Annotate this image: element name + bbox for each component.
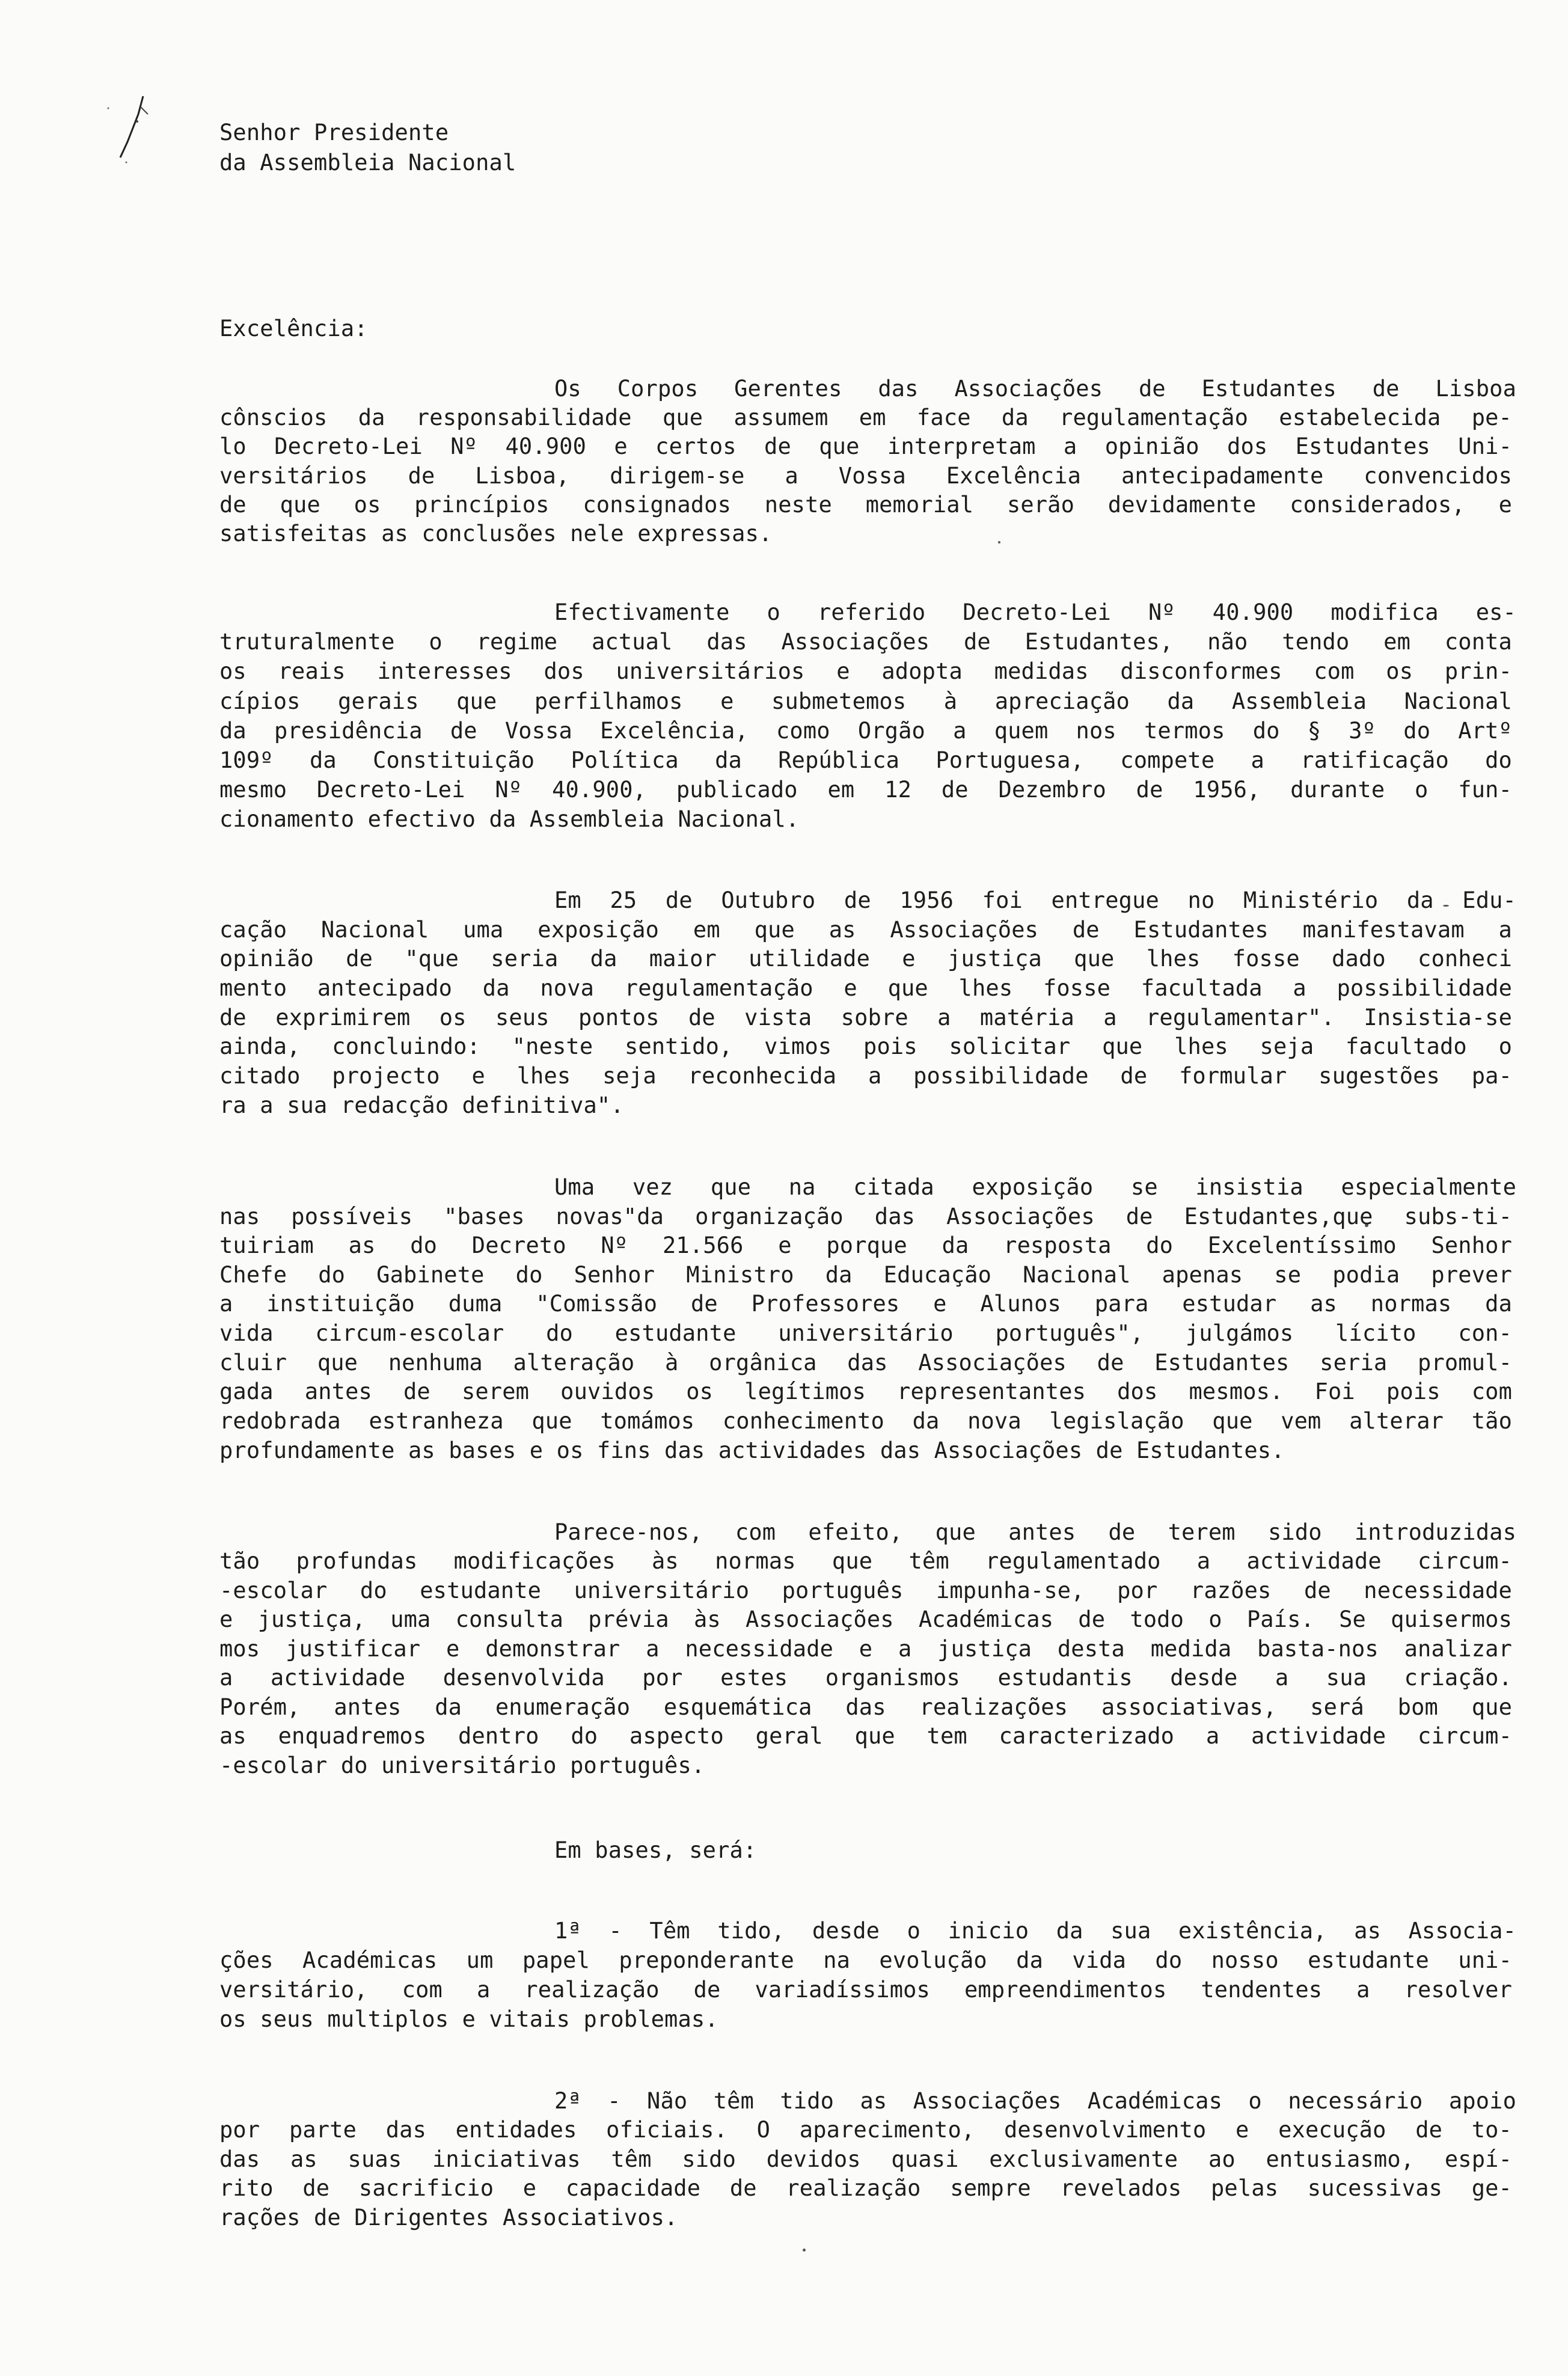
text-line: mento antecipado da nova regulamentação e que lhes fosse facultada a possibilidade — [219, 975, 1512, 1001]
text-line: e justiça, uma consulta prévia às Associações Académicas de todo o País. Se quisermos — [219, 1606, 1512, 1632]
text-line: os seus multiplos e vitais problemas. — [219, 2006, 718, 2032]
text-line: de que os princípios consignados neste memorial serão devidamente considerados, e — [219, 492, 1512, 518]
text-line: a instituição duma "Comissão de Professores e Alunos para estudar as normas da — [219, 1291, 1512, 1317]
text-line: de exprimirem os seus pontos de vista sobre a matéria a regulamentar". Insistia-se — [219, 1005, 1512, 1030]
text-line: da presidência de Vossa Excelência, como Orgão a quem nos termos do § 3º do Artº — [219, 718, 1512, 744]
list-intro: Em bases, será: — [554, 1837, 757, 1863]
text-line: mos justificar e demonstrar a necessidade e a justiça desta medida basta-nos analizar — [219, 1636, 1512, 1662]
text-line: cípios gerais que perfilhamos e submetemos à apreciação da Assembleia Nacional — [219, 688, 1512, 714]
text-line: Porém, antes da enumeração esquemática das realizações associativas, será bom que — [219, 1694, 1512, 1720]
salutation: Excelência: — [219, 316, 368, 341]
pen-mark — [90, 90, 162, 180]
text-line: satisfeitas as conclusões nele expressas. — [219, 521, 773, 547]
text-line: Efectivamente o referido Decreto-Lei Nº 40.900 modifica es- — [554, 599, 1516, 625]
text-line: rito de sacrificio e capacidade de realização sempre revelados pelas sucessivas ge- — [219, 2175, 1512, 2201]
text-line: vida circum-escolar do estudante universitário português", julgámos lícito con- — [219, 1320, 1512, 1346]
text-line: das as suas iniciativas têm sido devidos quasi exclusivamente ao entusiasmo, espí- — [219, 2146, 1512, 2172]
text-line: cação Nacional uma exposição em que as Associações de Estudantes manifestavam a — [219, 917, 1512, 943]
scan-speck — [803, 2249, 806, 2252]
text-line: opinião de "que seria da maior utilidade e justiça que lhes fosse dado conheci — [219, 946, 1512, 972]
text-line: versitários de Lisboa, dirigem-se a Vossa Excelência antecipadamente convencidos — [219, 463, 1512, 489]
text-line: cônscios da responsabilidade que assumem em face da regulamentação estabelecida pe- — [219, 405, 1512, 430]
text-line: cluir que nenhuma alteração à orgânica das Associações de Estudantes seria promul- — [219, 1350, 1512, 1376]
text-line: -escolar do universitário português. — [219, 1753, 705, 1778]
text-line: tuiriam as do Decreto Nº 21.566 e porque da resposta do Excelentíssimo Senhor — [219, 1232, 1512, 1258]
text-line: 2ª - Não têm tido as Associações Académicas o necessário apoio — [554, 2088, 1516, 2114]
text-line: Em 25 de Outubro de 1956 foi entregue no Ministério da Edu- — [554, 887, 1516, 913]
text-line: citado projecto e lhes seja reconhecida a possibilidade de formular sugestões pa- — [219, 1063, 1512, 1089]
text-line: Uma vez que na citada exposição se insistia especialmente — [554, 1174, 1516, 1200]
text-line: tão profundas modificações às normas que têm regulamentado a actividade circum- — [219, 1548, 1512, 1574]
text-line: truturalmente o regime actual das Associações de Estudantes, não tendo em conta — [219, 629, 1512, 655]
text-line: ções Académicas um papel preponderante na evolução da vida do nosso estudante uni- — [219, 1947, 1512, 1973]
text-line: mesmo Decreto-Lei Nº 40.900, publicado em 12 de Dezembro de 1956, durante o fun- — [219, 777, 1512, 803]
text-line: 109º da Constituição Política da República Portuguesa, compete a ratificação do — [219, 747, 1512, 773]
text-line: a actividade desenvolvida por estes organismos estudantis desde a sua criação. — [219, 1665, 1512, 1691]
text-line: por parte das entidades oficiais. O aparecimento, desenvolvimento e execução de to- — [219, 2117, 1512, 2143]
text-line: os reais interesses dos universitários e adopta medidas disconformes com os prin- — [219, 658, 1512, 684]
addressee-line: da Assembleia Nacional — [219, 150, 516, 176]
text-line: nas possíveis "bases novas"da organização das Associações de Estudantes,que subs-ti- — [219, 1204, 1512, 1229]
text-line: Chefe do Gabinete do Senhor Ministro da Educação Nacional apenas se podia prever — [219, 1262, 1512, 1288]
text-line: gada antes de serem ouvidos os legítimos representantes dos mesmos. Foi pois com — [219, 1379, 1512, 1404]
text-line: rações de Dirigentes Associativos. — [219, 2205, 678, 2231]
text-line: versitário, com a realização de variadíssimos empreendimentos tendentes a resolver — [219, 1977, 1512, 2003]
text-line: Parece-nos, com efeito, que antes de terem sido introduzidas — [554, 1519, 1516, 1545]
text-line: Os Corpos Gerentes das Associações de Estudantes de Lisboa — [554, 376, 1516, 402]
text-line: as enquadremos dentro do aspecto geral que tem caracterizado a actividade circum- — [219, 1723, 1512, 1749]
text-line: cionamento efectivo da Assembleia Nacional. — [219, 806, 800, 832]
addressee-line: Senhor Presidente — [219, 120, 449, 145]
text-line: 1ª - Têm tido, desde o inicio da sua existência, as Associa- — [554, 1918, 1516, 1944]
text-line: redobrada estranheza que tomámos conhecimento da nova legislação que vem alterar tão — [219, 1408, 1512, 1434]
text-line: ra a sua redacção definitiva". — [219, 1092, 624, 1118]
text-line: -escolar do estudante universitário português impunha-se, por razões de necessidade — [219, 1578, 1512, 1603]
text-line: lo Decreto-Lei Nº 40.900 e certos de que interpretam a opinião dos Estudantes Uni- — [219, 433, 1512, 459]
text-line: ainda, concluindo: "neste sentido, vimos pois solicitar que lhes seja facultado o — [219, 1033, 1512, 1059]
text-line: profundamente as bases e os fins das actividades das Associações de Estudantes. — [219, 1438, 1285, 1463]
